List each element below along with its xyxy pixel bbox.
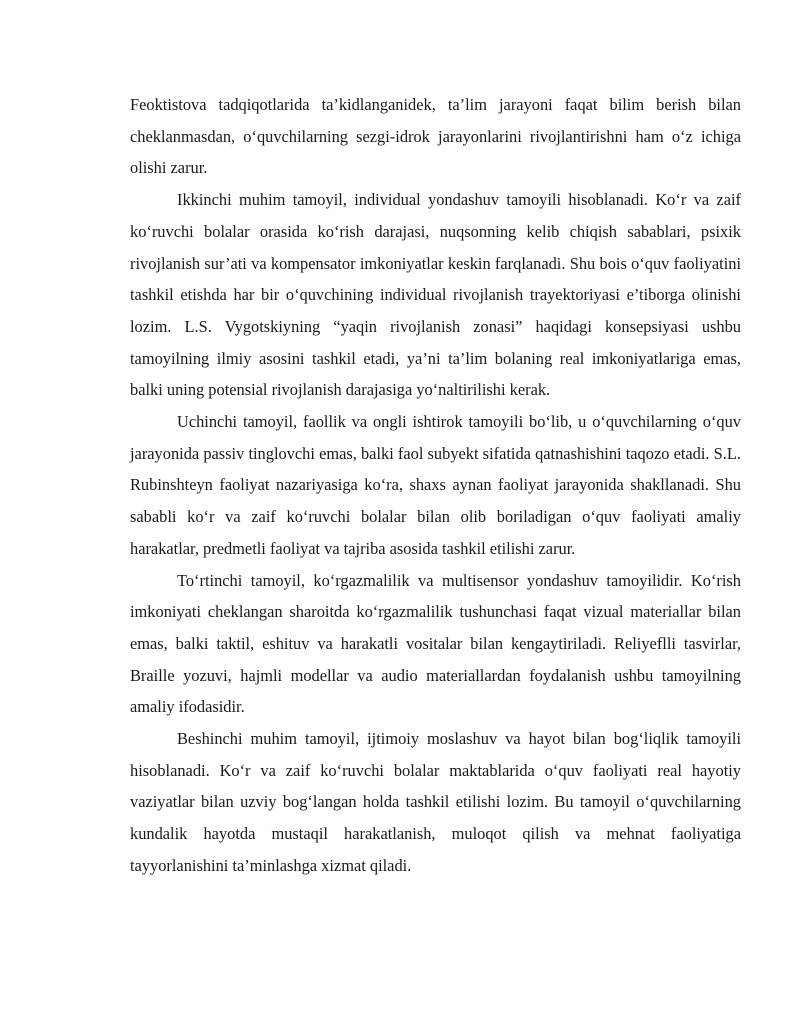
document-page [130, 89, 741, 882]
paragraph-continuation: Feoktistova tadqiqotlarida ta’kidlanganidek, ta’lim jarayoni faqat bilim berish bilan cheklanmasdan, o‘quvchilarning sezgi-idrok jarayonlarini rivojlantirishni ham o‘z ichiga olishi zarur. [130, 95, 741, 178]
paragraph-fourth-principle: To‘rtinchi tamoyil, ko‘rgazmalilik va multisensor yondashuv tamoyilidir. Ko‘rish imkoniyati cheklangan sharoitda ko‘rgazmalilik tushunchasi faqat vizual materiallar bilan emas, balki taktil, eshituv va harakatli vositalar bilan kengaytiriladi. Reliyeflli tasvirlar, Braille yozuvi, hajmli modellar va audio materiallardan foydalanish ushbu tamoyilning amaliy ifodasidir. [130, 570, 741, 717]
paragraph-second-principle: Ikkinchi muhim tamoyil, individual yondashuv tamoyili hisoblanadi. Ko‘r va zaif ko‘ruvchi bolalar orasida ko‘rish darajasi, nuqsonning kelib chiqish sabablari, psixik rivojlanish sur’ati va kompensator imkoniyatlar keskin farqlanadi. Shu bois o‘quv faoliyatini tashkil etishda har bir o‘quvchining individual rivojlanish trayektoriyasi e’tiborga olinishi lozim. L.S. Vygotskiyning “yaqin rivojlanish zonasi” haqidagi konsepsiyasi ushbu tamoyilning ilmiy asosini tashkil etadi, ya’ni ta’lim bolaning real imkoniyatlariga emas, balki uning potensial rivojlanish darajasiga yo‘naltirilishi kerak. [130, 190, 741, 400]
paragraph-third-principle: Uchinchi tamoyil, faollik va ongli ishtirok tamoyili bo‘lib, u o‘quvchilarning o‘quv jarayonida passiv tinglovchi emas, balki faol subyekt sifatida qatnashishini taqozo etadi. S.L. Rubinshteyn faoliyat nazariyasiga ko‘ra, shaxs aynan faoliyat jarayonida shakllanadi. Shu sababli ko‘r va zaif ko‘ruvchi bolalar bilan olib boriladigan o‘quv faoliyati amaliy harakatlar, predmetli faoliyat va tajriba asosida tashkil etilishi zarur. [130, 412, 741, 558]
paragraph-fifth-principle: Beshinchi muhim tamoyil, ijtimoiy moslashuv va hayot bilan bog‘liqlik tamoyili hisoblanadi. Ko‘r va zaif ko‘ruvchi bolalar maktablarida o‘quv faoliyati real hayotiy vaziyatlar bilan uzviy bog‘langan holda tashkil etilishi lozim. Bu tamoyil o‘quvchilarning kundalik hayotda mustaqil harakatlanish, muloqot qilish va mehnat faoliyatiga tayyorlanishini ta’minlashga xizmat qiladi. [130, 729, 741, 875]
